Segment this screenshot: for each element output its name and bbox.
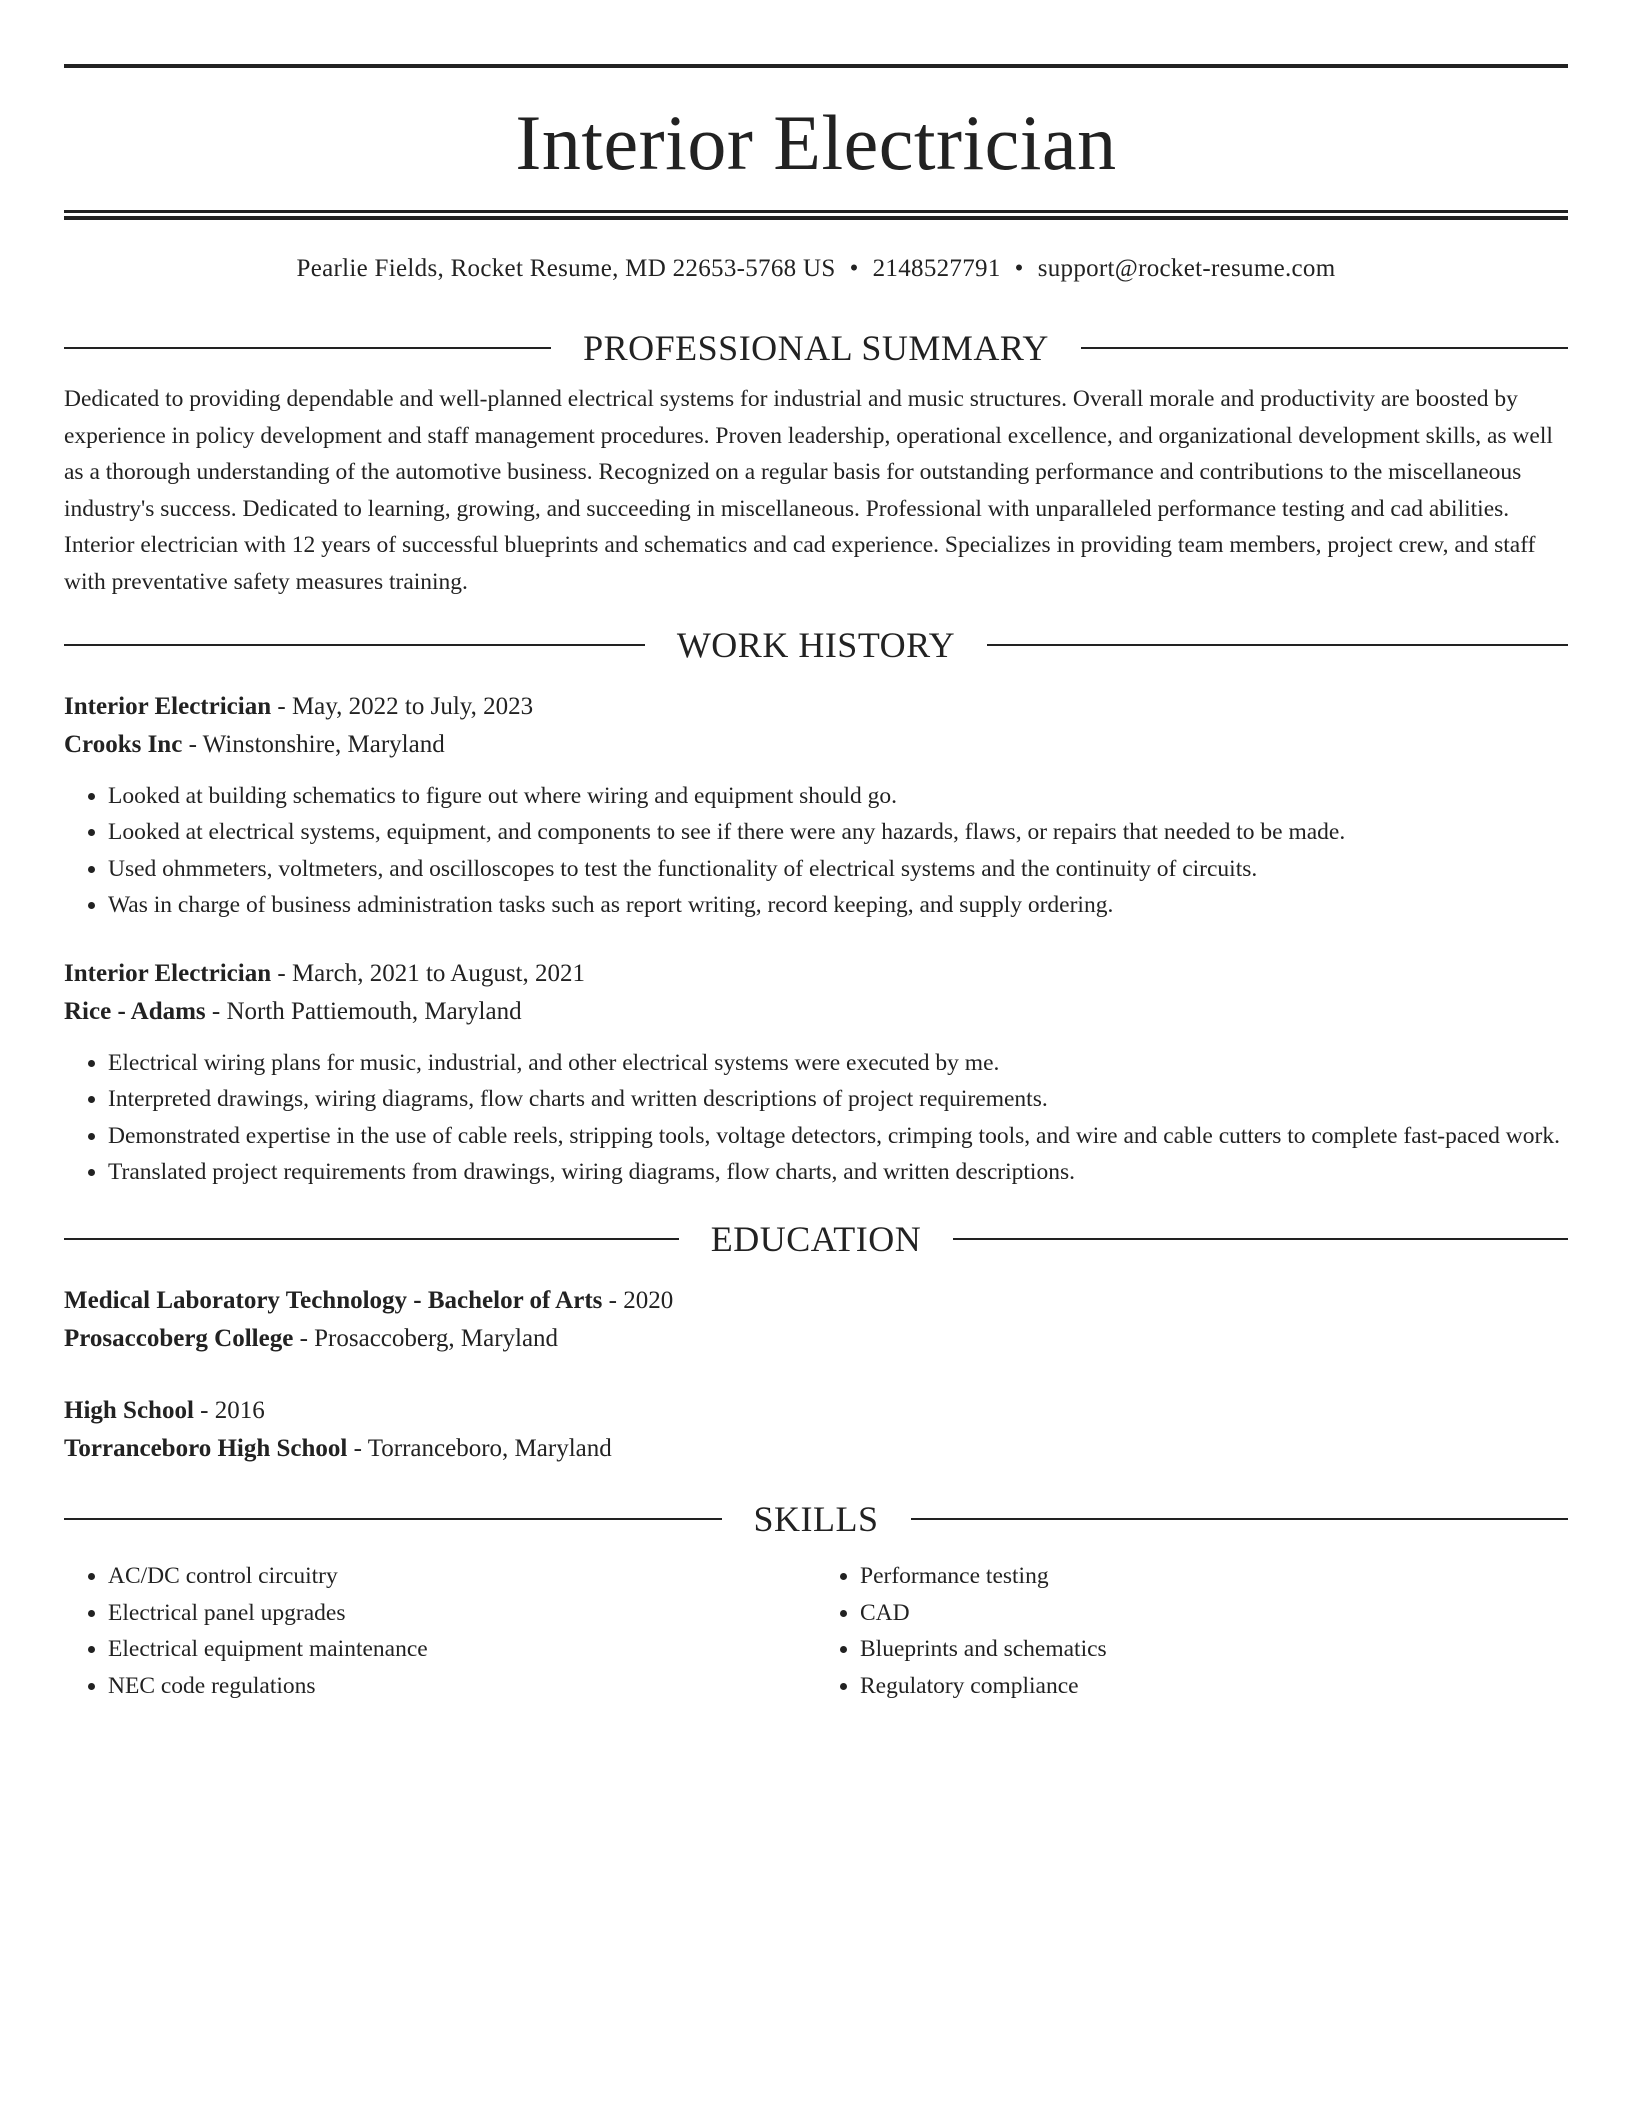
job-entry — [64, 955, 1568, 1190]
education-degree-line — [64, 1282, 1568, 1320]
resume-title: Interior Electrician — [515, 99, 1117, 186]
heading-rule-right — [1081, 347, 1568, 349]
education-year: - 2016 — [193, 1397, 265, 1425]
job-title-line — [64, 688, 1568, 726]
heading-rule-right — [987, 644, 1568, 646]
title-double-rule — [64, 210, 1568, 220]
skill-item: • Blueprints and schematics — [860, 1631, 1568, 1668]
heading-rule-right — [911, 1518, 1569, 1520]
contact-address: Pearlie Fields, Rocket Resume, MD 22653-5768 US — [296, 255, 836, 282]
job-company: Rice - Adams — [64, 998, 206, 1026]
education-degree: High School — [64, 1397, 194, 1425]
top-rule — [64, 64, 1568, 68]
list-item: • Was in charge of business administration tasks such as report writing, record keeping, and supply ordering. — [108, 887, 1568, 923]
summary-text: Dedicated to providing dependable and well-planned electrical systems for industrial and music structures. Overall morale and productivity are boosted by experience in policy development and staff management procedures. Proven leadership, operational excellence, and organizational development skills, as well as a thorough understanding of the automotive business. Recognized on a regular basis for outstanding performance and contributions to the miscellaneous industry's success. Dedicated to learning, growing, and succeeding in miscellaneous. Professional with unparalleled performance testing and cad abilities. Interior electrician with 12 years of successful blueprints and schematics and cad experience. Specializes in providing team members, project crew, and staff with preventative safety measures training. — [64, 386, 1553, 595]
summary-heading-label: PROFESSIONAL SUMMARY — [583, 328, 1049, 368]
skills-list-right — [816, 1558, 1568, 1704]
contact-separator: • — [849, 255, 859, 282]
job-dates: - May, 2022 to July, 2023 — [271, 693, 534, 720]
heading-rule-left — [64, 347, 551, 349]
education-degree: Medical Laboratory Technology - Bachelor of Arts — [64, 1287, 603, 1315]
job-bullets — [64, 1045, 1568, 1190]
job-entry — [64, 688, 1568, 923]
skills-columns — [64, 1558, 1568, 1704]
summary-section-heading — [64, 327, 1568, 369]
contact-line — [64, 255, 1568, 283]
job-company-line — [64, 993, 1568, 1031]
list-item: • Interpreted drawings, wiring diagrams, flow charts and written descriptions of project requirements. — [108, 1081, 1568, 1117]
list-item: • Electrical wiring plans for music, industrial, and other electrical systems were executed by me. — [108, 1045, 1568, 1081]
job-location: - Winstonshire, Maryland — [182, 731, 445, 758]
work-heading-label: WORK HISTORY — [676, 625, 956, 665]
work-section-heading — [64, 624, 1568, 666]
education-school-line — [64, 1320, 1568, 1358]
list-item: • Demonstrated expertise in the use of cable reels, stripping tools, voltage detectors, crimping tools, and wire and cable cutters to complete fast-paced work. — [108, 1118, 1568, 1154]
skills-heading-label: SKILLS — [753, 1499, 879, 1540]
skill-item: • AC/DC control circuitry — [108, 1558, 816, 1595]
education-school: Torranceboro High School — [64, 1435, 348, 1463]
contact-phone: 2148527791 — [872, 255, 1001, 282]
job-bullets — [64, 778, 1568, 923]
job-title-line — [64, 955, 1568, 993]
job-location: - North Pattiemouth, Maryland — [205, 998, 522, 1026]
heading-rule-right — [953, 1238, 1568, 1240]
skills-section-heading — [64, 1498, 1568, 1540]
job-company-line — [64, 726, 1568, 764]
education-location: - Prosaccoberg, Maryland — [293, 1325, 559, 1353]
contact-separator: • — [1014, 255, 1024, 282]
list-item: • Translated project requirements from drawings, wiring diagrams, flow charts, and written descriptions. — [108, 1154, 1568, 1190]
job-title: Interior Electrician — [64, 960, 272, 988]
skill-item: • Electrical panel upgrades — [108, 1595, 816, 1632]
contact-email: support@rocket-resume.com — [1037, 255, 1336, 282]
education-school: Prosaccoberg College — [64, 1325, 294, 1353]
skill-item: • Performance testing — [860, 1558, 1568, 1595]
skills-list-left — [64, 1558, 816, 1704]
education-heading-label: EDUCATION — [710, 1219, 922, 1260]
skill-item: • Electrical equipment maintenance — [108, 1631, 816, 1668]
list-item: • Looked at building schematics to figure out where wiring and equipment should go. — [108, 778, 1568, 814]
list-item: • Looked at electrical systems, equipment, and components to see if there were any hazards, flaws, or repairs that needed to be made. — [108, 814, 1568, 850]
skill-item: • CAD — [860, 1595, 1568, 1632]
job-dates: - March, 2021 to August, 2021 — [271, 960, 585, 988]
list-item: • Used ohmmeters, voltmeters, and oscilloscopes to test the functionality of electrical systems and the continuity of circuits. — [108, 851, 1568, 887]
education-year: - 2020 — [602, 1287, 674, 1315]
skill-item: • Regulatory compliance — [860, 1668, 1568, 1705]
education-degree-line — [64, 1392, 1568, 1430]
job-company: Crooks Inc — [64, 731, 183, 758]
education-entry — [64, 1392, 1568, 1468]
job-title: Interior Electrician — [64, 693, 272, 720]
heading-rule-left — [64, 1518, 722, 1520]
education-entry — [64, 1282, 1568, 1358]
skill-item: • NEC code regulations — [108, 1668, 816, 1705]
education-location: - Torranceboro, Maryland — [347, 1435, 612, 1463]
education-school-line — [64, 1430, 1568, 1468]
education-section-heading — [64, 1218, 1568, 1260]
heading-rule-left — [64, 1238, 679, 1240]
heading-rule-left — [64, 644, 645, 646]
